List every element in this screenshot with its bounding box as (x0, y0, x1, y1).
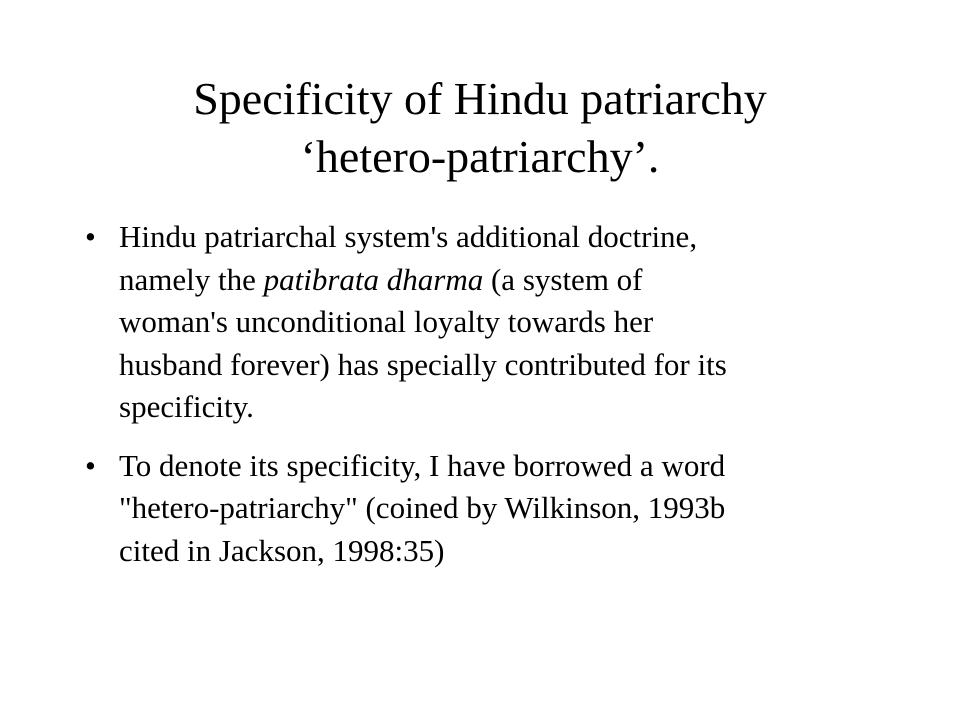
italic-term-patibrata-dharma: patibrata dharma (263, 261, 484, 297)
bullet-1-line-3: woman's unconditional loyalty towards her (119, 304, 654, 339)
bullet-2-line-3: cited in Jackson, 1998:35) (119, 532, 445, 568)
bullet-2-line-1: To denote its specificity, I have borrowed a word (119, 447, 726, 483)
bullet-1-line-2-end: (a system of (483, 261, 643, 297)
bullet-1-line-1: Hindu patriarchal system's additional doctrine, (119, 219, 698, 254)
bullet-1-line-5: specificity. (119, 389, 254, 424)
title-line-2: ‘hetero-patriarchy’. (300, 131, 660, 182)
bullet-item-2 (85, 445, 875, 573)
bullet-marker: • (85, 219, 96, 254)
bullet-1-line-4: husband forever) has specially contributed for its (119, 346, 727, 382)
bullet-marker: • (85, 447, 96, 483)
bullet-1-line-2 (119, 259, 875, 302)
bullet-2-line-2: "hetero-patriarchy" (coined by Wilkinson, 1993b (119, 490, 726, 525)
bullet-list (85, 216, 875, 588)
slide-title (72, 70, 888, 186)
bullet-item-1 (85, 216, 875, 429)
title-line-1: Specificity of Hindu patriarchy (193, 73, 767, 124)
bullet-1-line-2-start: namely the (119, 261, 264, 297)
